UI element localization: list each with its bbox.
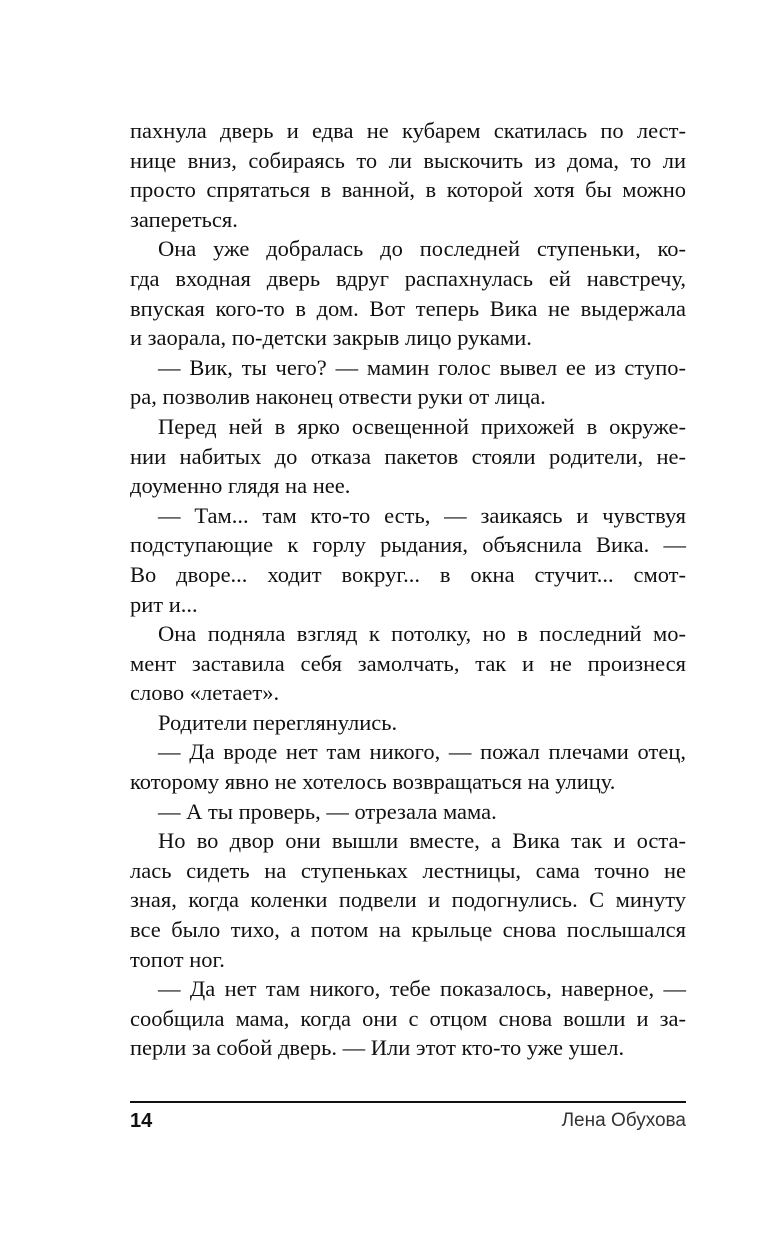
text-line: мент заставила себя замолчать, так и не произнеся: [130, 650, 686, 676]
text-line: — Вик, ты чего? — мамин голос вывел ее из ступо-: [158, 354, 686, 380]
page-number: 14: [130, 1110, 153, 1132]
text-line: лась сидеть на ступеньках лестницы, сама точно не: [130, 857, 686, 883]
paragraph: [130, 737, 686, 796]
running-footer-author: Лена Обухова: [561, 1110, 686, 1131]
paragraph: [130, 116, 686, 234]
text-line: нице вниз, собираясь то ли выскочить из дома, то ли: [130, 147, 686, 173]
text-line: — Там... там кто-то есть, — заикаясь и чувствуя: [158, 502, 686, 528]
text-line: впуская кого-то в дом. Вот теперь Вика не выдержала: [130, 295, 686, 321]
text-line: — А ты проверь, — отрезала мама.: [158, 798, 497, 824]
text-line: гда входная дверь вдруг распахнулась ей навстречу,: [130, 265, 686, 291]
paragraph: [130, 797, 686, 827]
footer-rule: [130, 1101, 686, 1103]
text-line: зная, когда коленки подвели и подогнулись. С минуту: [130, 887, 686, 913]
paragraph: [130, 708, 686, 738]
text-line: которому явно не хотелось возвращаться на улицу.: [130, 769, 616, 795]
text-line: доуменно глядя на нее.: [130, 473, 351, 499]
paragraph: [130, 501, 686, 619]
text-line: подступающие к горлу рыдания, объяснила Вика. —: [130, 532, 686, 558]
text-line: пахнула дверь и едва не кубарем скатилась по лест-: [130, 118, 686, 143]
text-line: сообщила мама, когда они с отцом снова вошли и за-: [130, 1005, 686, 1031]
text-line: и заорала, по-детски закрыв лицо руками.: [130, 325, 532, 351]
paragraph: [130, 974, 686, 1063]
text-line: Во дворе... ходит вокруг... в окна стучит... смот-: [130, 561, 686, 587]
text-line: слово «летает».: [130, 680, 280, 706]
text-line: запереться.: [130, 206, 238, 232]
paragraph: [130, 353, 686, 412]
text-line: рит и...: [130, 591, 198, 617]
text-line: перли за собой дверь. — Или этот кто-то уже ушел.: [130, 1035, 625, 1061]
paragraph: [130, 234, 686, 352]
text-line: Но во двор они вышли вместе, а Вика так и оста-: [158, 828, 686, 854]
paragraph: [130, 826, 686, 974]
text-line: просто спрятаться в ванной, в которой хотя бы можно: [130, 177, 686, 203]
text-line: Перед ней в ярко освещенной прихожей в окруже-: [158, 413, 686, 439]
text-line: Она подняла взгляд к потолку, но в последний мо-: [158, 621, 686, 647]
text-line: Родители переглянулись.: [158, 709, 398, 735]
text-line: — Да вроде нет там никого, — пожал плечами отец,: [158, 739, 686, 765]
text-line: все было тихо, а потом на крыльце снова послышался: [130, 917, 686, 943]
text-line: топот ног.: [130, 946, 225, 972]
text-line: — Да нет там никого, тебе показалось, наверное, —: [158, 976, 686, 1002]
text-line: Она уже добралась до последней ступеньки, ко-: [158, 236, 686, 262]
text-line: нии набитых до отказа пакетов стояли родители, не-: [130, 443, 686, 469]
text-line: ра, позволив наконец отвести руки от лица.: [130, 384, 546, 410]
paragraph: [130, 412, 686, 501]
page-body: [130, 116, 686, 1063]
paragraph: [130, 619, 686, 708]
